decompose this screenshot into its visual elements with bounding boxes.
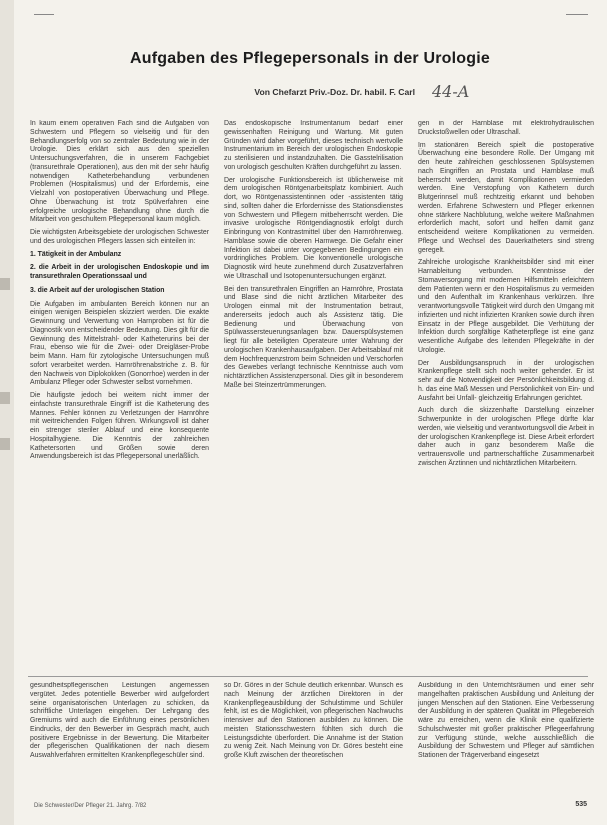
article-author: Von Chefarzt Priv.-Doz. Dr. habil. F. Carl [254, 87, 415, 97]
paragraph: Die wichtigsten Arbeitsgebiete der urologischen Schwester und des urologischen Pflegers lassen sich einteilen in: [30, 229, 209, 245]
paragraph: Der urologische Funktionsbereich ist üblicherweise mit dem urologischen Röntgenarbeitsplatz kombiniert. Auch dort, wo Röntgenassistentinnen oder -assistenten tätig sind, sollten daher die Erfordernisse des Stationsdienstes von Schwestern und Pflegern mitbeherrscht werden. Die invasive urologische Röntgendiagnostik erfolgt durch Einbringung von Kontrastmittel über den Harnröhrenweg. Hamblase sowie die oberen Harnwege. Die Gefahr einer Infektion ist dabei unter vorgegebenen Bedingungen ein vordringliches Problem. Die konventionelle urologische Diagnostik wird heute zunehmend durch Zusatzverfahren wie Ultraschall und Isotopenuntersuchungen ergänzt. [224, 176, 403, 280]
paragraph: Die häufigste jedoch bei weitem nicht immer der einfachste transurethrale Eingriff ist die Katheterung des Mannes. Fehler können zu Verletzungen der Harnröhre mit weitreichenden Folgen führen. Wirkungsvoll ist daher ein strenger steriler Ablauf und eine konsequente Hospitalhygiene. Die Kenntnis der zahlreichen Kathetersorten und Größen sowie deren Anwendungsbereich ist das Pflegepersonal unerläßlich. [30, 392, 209, 461]
list-item: 3. die Arbeit auf der urologischen Station [30, 286, 165, 294]
paragraph: gesundheitspflegerischen Leistungen angemessen vergütet. Jedes potentielle Bewerber wird aufgefordert seine organisatorischen Unterlagen zu schicken, da schriftliche Unterlagen eingehen. Der Lehrgang des Gremiums wird auch die Einführung eines persönlichen Eindrucks, der den Bewerber im Gespräch macht, auch positivere Ergebnisse in der Bewertung. Die Mitarbeiter der pflegerischen Qualifikationen der nach diesem Auswahlverfahren ermittelten Krankenpflegeschüler sind. [30, 682, 209, 759]
paragraph: Zahlreiche urologische Krankheitsbilder sind mit einer Harnableitung verbunden. Kenntnisse der Stomaversorgung mit modernen Hilfsmitteln erleichtern dem Patienten wenn er den Hospitalismus zu vermeiden und den Aufenthalt im Krankenhaus verkürzen. Ihre verantwortungsvolle Tätigkeit wird durch den Umgang mit infizierten und nicht infizierten Kranken sowie durch ihren Einsatz in der Pflege ausgebildet. Die Verhütung der Infektion durch sorgfältige Katheterpflege ist eine ganz wesentliche Aufgabe des leitenden Pflegekräfte in der Urologie. [418, 259, 594, 354]
column-3 [418, 120, 594, 472]
bottom-column-1 [30, 682, 209, 796]
scan-line [566, 14, 588, 15]
handwritten-note: 44-A [432, 82, 470, 101]
paragraph: Die Aufgaben im ambulanten Bereich können nur an einigen wenigen Beispielen skizziert werden. Die exakte Gewinnung und Verwertung von Harnproben ist für die Diagnostik von entscheidender Bedeutung. Dies gilt für die Gewinnung des Mittelstrahl- oder Katheterurins bei der Frau, ebenso wie für die Zwei- oder Dreigläser-Probe beim Mann. Harn für zytologische Untersuchungen muß sofort verarbeitet werden. Harnröhrenabstriche z. B. für den Nachweis von Diplokokken (Gonorrhoe) werden in der Ambulanz Pfleger oder Schwester selbst vornehmen. [30, 300, 209, 387]
paragraph: Im stationären Bereich spielt die postoperative Überwachung eine besondere Rolle. Der Umgang mit den heute zahlreichen geschlossenen Spülsystemen nach Eingriffen an Prostata und Harnblase muß beherrscht werden, damit Komplikationen vermieden werden. Eine Verstopfung von Kathetern durch Blutgerinnsel muß rechtzeitig erkannt und behoben werden. Erfahrene Schwestern und Pfleger erkennen ohne stärkere Nachblutung, welche weitere Maßnahmen erforderlich macht, sofort und helfen damit ganz entscheidend weitere Komplikationen zu vermeiden. Pflege und Wechsel des Dauerkatheters sind streng geregelt. [418, 141, 594, 254]
section-divider [28, 676, 588, 677]
list-item: 2. die Arbeit in der urologischen Endoskopie und im transurethralen Operationssaal und [30, 264, 209, 280]
column-1 [30, 120, 209, 472]
paragraph: Bei den transurethralen Eingriffen an Harnröhre, Prostata und Blase sind die nicht ärztlichen Mitarbeiter des Urologen einmal mit der Instrumentation betraut, andererseits jedoch auch als Assistenz tätig. Die Bedienung und Überwachung von Spülwassersteuerungsanlagen bzw. Dauerspülsystemen liegt für alle beteiligten Operateure unter Wahrung der urologischen Krankenhausaufgaben. Der Arbeitsablauf mit dem Hochfrequenzstrom beim Schneiden und Verschorfen des Gewebes verlangt technische Kenntnisse auch vom nichtärztlichen Assistenzpersonal. Dies gilt in besonderem Maße bei Steinzertrümmerungen. [224, 285, 403, 389]
article-title: Aufgaben des Pflegepersonals in der Urologie [130, 50, 490, 67]
scan-edge [0, 0, 14, 825]
bottom-column-2 [224, 682, 403, 796]
paragraph: In kaum einem operativen Fach sind die Aufgaben von Schwestern und Pflegern so vielseitig und für den Behandlungserfolg von so zentraler Bedeutung wie in der Urologie. Dies erklärt sich aus den speziellen Untersuchungsverfahren, die in unserem Fachgebiet (transurethrale Operationen), aus den mit der sehr häufig notwendigen Katheterbehandlung verbundenen Problemen (Hospitalismus) und der Erfordernis, eine Vielzahl von postoperativen Überwachung und Pflege. Ohne Überwachung ist trotz Spülverfahren eine erfolgreiche urologische Behandlung ohne durch die Mitarbeit von geschultem Pflegepersonal kaum möglich. [30, 120, 209, 224]
paragraph: Der Ausbildungsanspruch in der urologischen Krankenpflege stellt sich noch weiter gehender. Er ist sehr auf die Notwendigkeit der Persönlichkeitsbildung d. h. das eine Maß Messen und Persönlichkeit von Ein- und Ausfahrt bei Unfall- gleichzeitig Erfahrungen gerichtet. [418, 359, 594, 402]
paragraph: Auch durch die skizzenhafte Darstellung einzelner Schwerpunkte in der urologischen Pflege dürfte klar werden, wie vielseitig und verantwortungsvoll die Arbeit in der urologischen Krankenpflege ist. Diese Arbeit erfordert daher auch in ganz besonderem Maße die vertrauensvolle und partnerschaftliche Zusammenarbeit zwischen Ärztinnen und nichtärztlichen Mitarbeitern. [418, 407, 594, 467]
paragraph: gen in der Harnblase mit elektrohydraulischen Druckstoßwellen oder Ultraschall. [418, 120, 594, 136]
binding-mark [0, 278, 10, 290]
binding-mark [0, 438, 10, 450]
paragraph: so Dr. Göres in der Schule deutlich erkennbar. Wunsch es nach Meinung der ärztlichen Direktoren in der Krankenpflegeausbildung der Schulstimme und Schüler fehlt, ist es die Möglichkeit, von pflegerischen Nachwuchs intensiver auf den Stationen ausbilden zu können. Die meisten Stationsschwestern fühlten sich durch die Leistungsdichte überfordert. Die Annahme ist der Station zu wenig Zeit. Nach Meinung von Dr. Göres besteht eine große Kluft zwischen der theoretischen [224, 682, 403, 759]
paragraph: Ausbildung in den Unterrichtsräumen und einer sehr mangelhaften praktischen Ausbildung und Anleitung der jungen Menschen auf den Stationen. Eine Verbesserung der Ausbildung in der späteren Qualität im Pflegebereich wäre zu erreichen, wenn die Klinik eine qualifizierte Schulschwester mit großer praktischer Pflegeerfahrung zur Verfügung stünde, welche ausschließlich die Ausbildung der Schwestern und Pfleger auf sämtlichen Stationen der Trägerverband eingesetzt [418, 682, 594, 759]
list-item: 1. Tätigkeit in der Ambulanz [30, 250, 122, 258]
paragraph: Das endoskopische Instrumentarium bedarf einer gewissenhaften Reinigung und Wartung. Mit guten Gründen wird daher vorgeführt, dieses technisch wertvolle Instrumentarium im Bereich der urologischen Endoskopie zu sterilisieren und instandzuhalten. Die Gasstelrilisation von urologisch geschulten Kräften durchgeführt zu lassen. [224, 120, 403, 171]
column-2 [224, 120, 403, 472]
footer-journal: Die Schwester/Der Pfleger 21. Jahrg. 7/82 [34, 803, 147, 809]
binding-mark [0, 392, 10, 404]
bottom-column-3 [418, 682, 594, 796]
page-number: 535 [575, 801, 587, 808]
scan-line [34, 14, 54, 15]
